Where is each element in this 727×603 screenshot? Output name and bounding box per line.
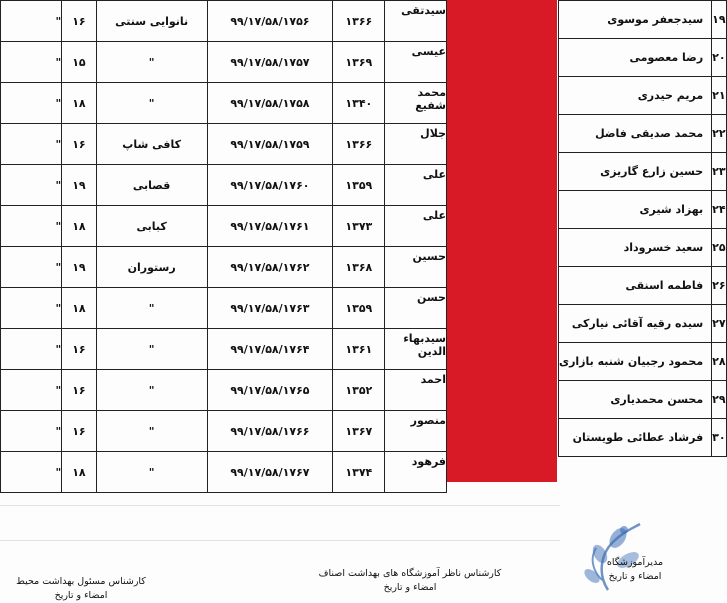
code-cell: ۹۹/۱۷/۵۸/۱۷۵۹ [207, 124, 333, 165]
father-name-cell: علی [385, 165, 447, 206]
job-cell: " [96, 42, 207, 83]
code-cell: ۹۹/۱۷/۵۸/۱۷۶۴ [207, 329, 333, 370]
score-cell: ۱۶ [62, 124, 96, 165]
score-cell: ۱۵ [62, 42, 96, 83]
table-row [1, 329, 447, 370]
code-cell: ۹۹/۱۷/۵۸/۱۷۶۷ [207, 452, 333, 493]
father-name-cell: احمد [385, 370, 447, 411]
row-number-cell: ۲۸ [712, 343, 726, 381]
table-row [559, 153, 727, 191]
job-cell: کبابی [96, 206, 207, 247]
person-name-cell: مریم حیدری [559, 77, 712, 115]
job-cell: رستوران [96, 247, 207, 288]
table-row [559, 305, 727, 343]
note-cell: " [1, 452, 62, 493]
table-row [559, 267, 727, 305]
father-name-cell: حسین [385, 247, 447, 288]
person-name-cell: بهزاد شیری [559, 191, 712, 229]
note-cell: " [1, 411, 62, 452]
row-number-cell: ۲۵ [712, 229, 726, 267]
birth-year-cell: ۱۳۵۹ [333, 288, 385, 329]
table-row [559, 343, 727, 381]
father-name-cell: منصور [385, 411, 447, 452]
table-row [1, 370, 447, 411]
code-cell: ۹۹/۱۷/۵۸/۱۷۶۲ [207, 247, 333, 288]
row-number-cell: ۲۲ [712, 115, 726, 153]
code-cell: ۹۹/۱۷/۵۸/۱۷۶۱ [207, 206, 333, 247]
table-row [559, 229, 727, 267]
father-name-cell: حسن [385, 288, 447, 329]
bleed-line [0, 505, 560, 506]
father-name-cell: فرهود [385, 452, 447, 493]
table-row [559, 39, 727, 77]
birth-year-cell: ۱۳۵۲ [333, 370, 385, 411]
signature-title: کارشناس مسئول بهداشت محیط [16, 576, 146, 587]
row-number-cell: ۲۰ [712, 39, 726, 77]
person-name-cell: رضا معصومی [559, 39, 712, 77]
table-row [1, 124, 447, 165]
table-row [1, 1, 447, 42]
signature-principal [575, 556, 695, 584]
note-cell: " [1, 83, 62, 124]
job-cell: قصابی [96, 165, 207, 206]
row-number-cell: ۲۶ [712, 267, 726, 305]
code-cell: ۹۹/۱۷/۵۸/۱۷۶۰ [207, 165, 333, 206]
job-cell: " [96, 452, 207, 493]
score-cell: ۱۶ [62, 411, 96, 452]
row-number-cell: ۲۴ [712, 191, 726, 229]
table-row [1, 83, 447, 124]
bleed-line [0, 540, 560, 541]
person-name-cell: فاطمه اسنقی [559, 267, 712, 305]
father-name-cell: سیدبهاء الدین [385, 329, 447, 370]
score-cell: ۱۹ [62, 165, 96, 206]
score-cell: ۱۶ [62, 370, 96, 411]
job-cell: " [96, 411, 207, 452]
redaction-bar [447, 0, 557, 482]
father-name-cell: محمد شفیع [385, 83, 447, 124]
table-row [559, 77, 727, 115]
table-row [1, 165, 447, 206]
signature-env-health [6, 575, 156, 603]
table-row [559, 191, 727, 229]
table-row [1, 42, 447, 83]
note-cell: " [1, 42, 62, 83]
person-name-cell: محسن محمدیاری [559, 381, 712, 419]
father-name-cell: علی [385, 206, 447, 247]
person-name-cell: محمد صدیقی فاضل [559, 115, 712, 153]
father-name-cell: عیسی [385, 42, 447, 83]
table-row [559, 419, 727, 457]
birth-year-cell: ۱۳۶۶ [333, 1, 385, 42]
signature-title: مدیرآموزشگاه [606, 557, 664, 568]
table-row [559, 381, 727, 419]
code-cell: ۹۹/۱۷/۵۸/۱۷۵۸ [207, 83, 333, 124]
signature-subtitle: امضاء و تاریخ [383, 582, 437, 593]
right-name-table [558, 0, 727, 457]
job-cell: " [96, 83, 207, 124]
person-name-cell: سیده رقیه آقائی نیارکی [559, 305, 712, 343]
signature-supervisor [300, 567, 520, 595]
row-number-cell: ۲۹ [712, 381, 726, 419]
signature-title: کارشناس ناظر آموزشگاه های بهداشت اصناف [318, 568, 502, 579]
note-cell: " [1, 1, 62, 42]
person-name-cell: سعید خسروداد [559, 229, 712, 267]
code-cell: ۹۹/۱۷/۵۸/۱۷۶۳ [207, 288, 333, 329]
row-number-cell: ۱۹ [712, 1, 726, 39]
score-cell: ۱۸ [62, 452, 96, 493]
row-number-cell: ۲۳ [712, 153, 726, 191]
birth-year-cell: ۱۳۶۹ [333, 42, 385, 83]
birth-year-cell: ۱۳۷۳ [333, 206, 385, 247]
note-cell: " [1, 288, 62, 329]
score-cell: ۱۶ [62, 329, 96, 370]
score-cell: ۱۸ [62, 206, 96, 247]
table-row [1, 452, 447, 493]
birth-year-cell: ۱۳۴۰ [333, 83, 385, 124]
birth-year-cell: ۱۳۶۷ [333, 411, 385, 452]
code-cell: ۹۹/۱۷/۵۸/۱۷۵۷ [207, 42, 333, 83]
note-cell: " [1, 165, 62, 206]
table-row [1, 411, 447, 452]
code-cell: ۹۹/۱۷/۵۸/۱۷۶۵ [207, 370, 333, 411]
table-row [559, 1, 727, 39]
note-cell: " [1, 370, 62, 411]
table-row [1, 247, 447, 288]
score-cell: ۱۸ [62, 83, 96, 124]
job-cell: کافی شاپ [96, 124, 207, 165]
note-cell: " [1, 124, 62, 165]
score-cell: ۱۹ [62, 247, 96, 288]
birth-year-cell: ۱۳۶۸ [333, 247, 385, 288]
job-cell: " [96, 329, 207, 370]
signature-subtitle: امضاء و تاریخ [608, 571, 662, 582]
note-cell: " [1, 329, 62, 370]
person-name-cell: سیدجعفر موسوی [559, 1, 712, 39]
birth-year-cell: ۱۳۶۶ [333, 124, 385, 165]
person-name-cell: حسین زارع گاریزی [559, 153, 712, 191]
note-cell: " [1, 206, 62, 247]
score-cell: ۱۸ [62, 288, 96, 329]
row-number-cell: ۲۷ [712, 305, 726, 343]
table-row [559, 115, 727, 153]
person-name-cell: محمود رجبیان شنبه بازاری [559, 343, 712, 381]
row-number-cell: ۳۰ [712, 419, 726, 457]
note-cell: " [1, 247, 62, 288]
father-name-cell: سیدتقی [385, 1, 447, 42]
table-row [1, 206, 447, 247]
signature-subtitle: امضاء و تاریخ [54, 590, 108, 601]
code-cell: ۹۹/۱۷/۵۸/۱۷۶۶ [207, 411, 333, 452]
father-name-cell: جلال [385, 124, 447, 165]
person-name-cell: فرشاد عطائی طویستان [559, 419, 712, 457]
job-cell: " [96, 288, 207, 329]
code-cell: ۹۹/۱۷/۵۸/۱۷۵۶ [207, 1, 333, 42]
table-row [1, 288, 447, 329]
job-cell: نانوایی سنتی [96, 1, 207, 42]
row-number-cell: ۲۱ [712, 77, 726, 115]
birth-year-cell: ۱۳۶۱ [333, 329, 385, 370]
birth-year-cell: ۱۳۵۹ [333, 165, 385, 206]
job-cell: " [96, 370, 207, 411]
score-cell: ۱۶ [62, 1, 96, 42]
birth-year-cell: ۱۳۷۴ [333, 452, 385, 493]
